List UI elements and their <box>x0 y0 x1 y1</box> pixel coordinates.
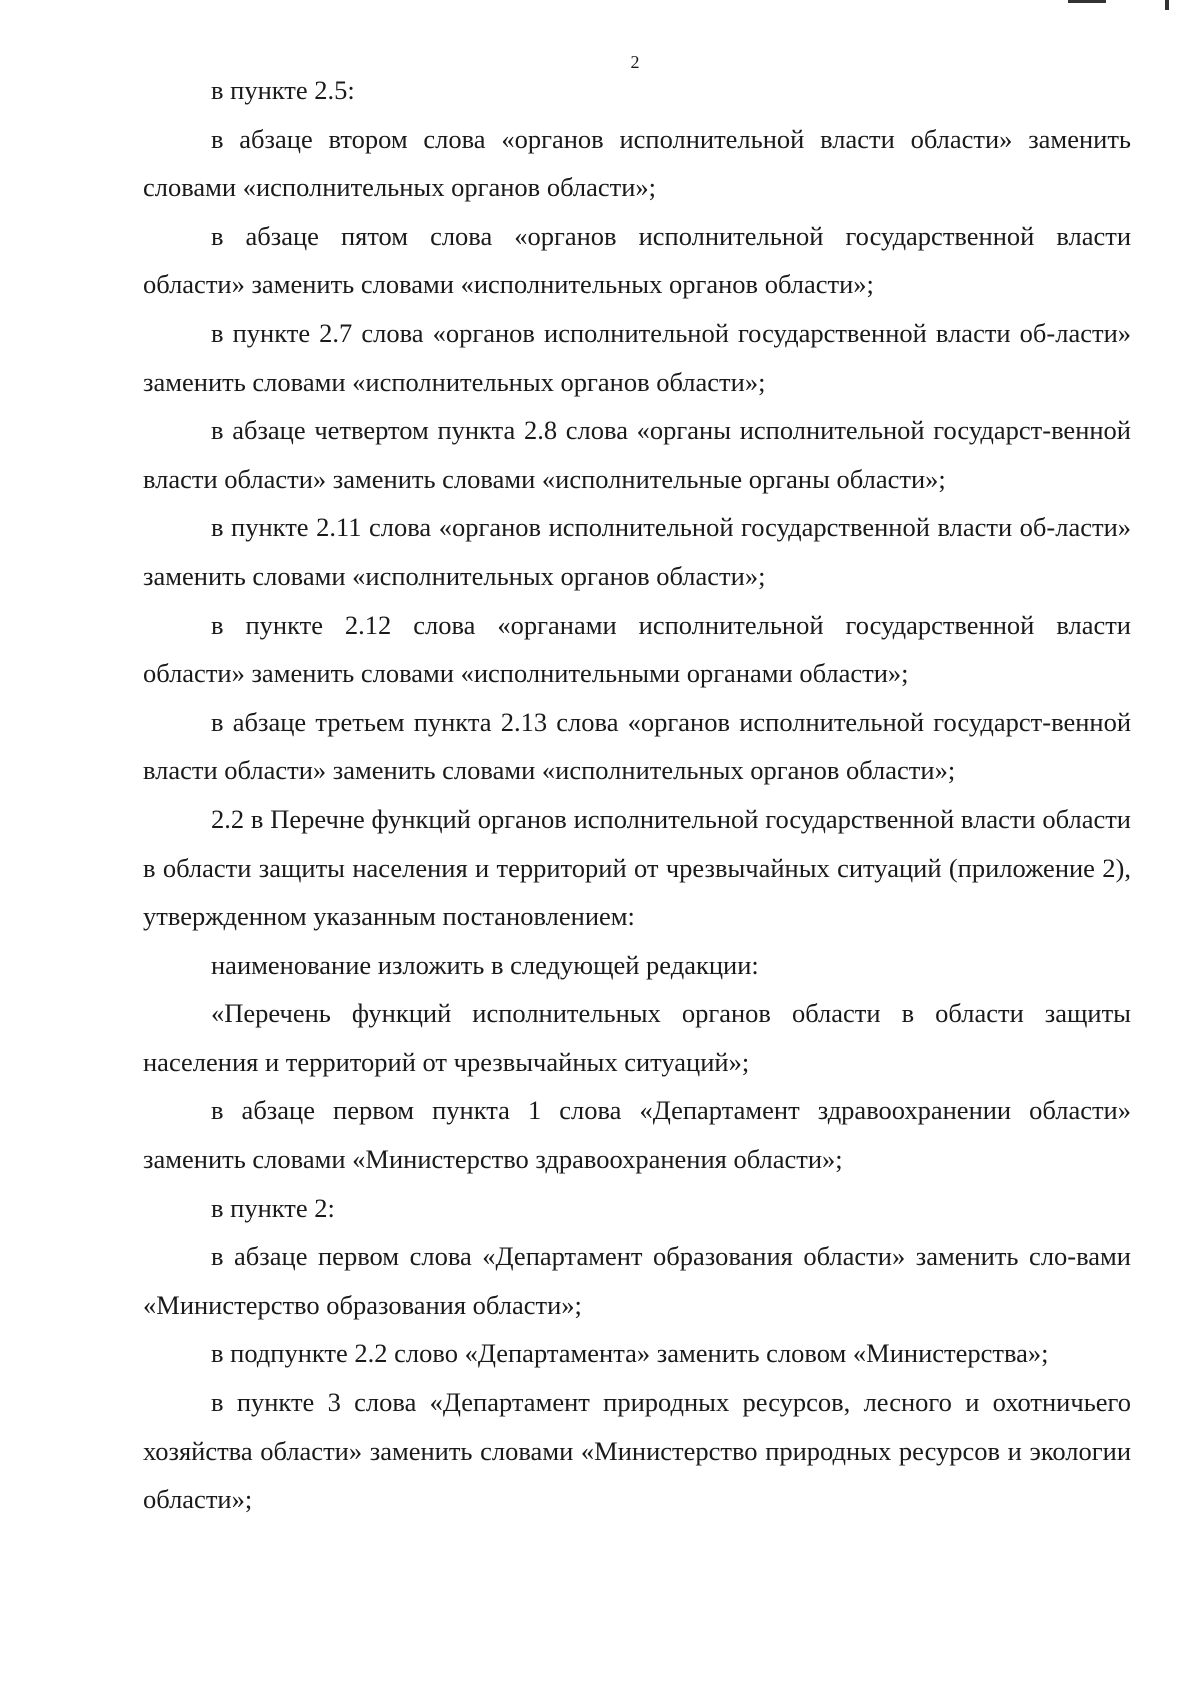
scan-artifact-tick <box>1165 0 1169 10</box>
page-number: 2 <box>630 52 640 72</box>
paragraph: в абзаце первом слова «Департамент образования области» заменить сло-вами «Министерство образования области»; <box>143 1241 1131 1320</box>
paragraph: в подпункте 2.2 слово «Департамента» заменить словом «Министерства»; <box>211 1338 1049 1369</box>
paragraph: в абзаце третьем пункта 2.13 слова «органов исполнительной государст-венной власти области» заменить словами «исполнительных органов области»; <box>143 706 1131 786</box>
paragraph: в абзаце первом пункта 1 слова «Департамент здравоохранении области» заменить словами «Министерство здравоохранения области»; <box>143 1095 1131 1175</box>
paragraph: «Перечень функций исполнительных органов области в области защиты населения и территорий от чрезвычайных ситуаций»; <box>143 998 1131 1077</box>
scan-artifact-mark <box>1068 0 1106 3</box>
paragraph: в абзаце четвертом пункта 2.8 слова «органы исполнительной государст-венной власти области» заменить словами «исполнительные органы области»; <box>143 415 1131 494</box>
paragraph: в пункте 2: <box>211 1192 335 1223</box>
paragraph: в абзаце втором слова «органов исполнительной власти области» заменить словами «исполнительных органов области»; <box>143 123 1131 203</box>
paragraph: в пункте 2.5: <box>211 75 355 105</box>
paragraph: наименование изложить в следующей редакции: <box>211 949 759 980</box>
paragraph: 2.2 в Перечне функций органов исполнительной государственной власти области в области защиты населения и территорий от чрезвычайных ситуаций (приложение 2), утвержденном указанным постановлением: <box>143 803 1131 932</box>
paragraph: в пункте 2.11 слова «органов исполнительной государственной власти об-ласти» заменить словами «исполнительных органов области»; <box>143 512 1131 591</box>
paragraph: в абзаце пятом слова «органов исполнительной государственной власти области» заменить словами «исполнительных органов области»; <box>143 220 1131 300</box>
paragraph: в пункте 3 слова «Департамент природных ресурсов, лесного и охотничьего хозяйства области» заменить словами «Министерство природных ресурсов и экологии области»; <box>143 1387 1131 1515</box>
paragraph: в пункте 2.12 слова «органами исполнительной государственной власти области» заменить словами «исполнительными органами области»; <box>143 609 1131 689</box>
document-body <box>143 66 1131 1524</box>
paragraph: в пункте 2.7 слова «органов исполнительной государственной власти об-ласти» заменить словами «исполнительных органов области»; <box>143 317 1131 397</box>
